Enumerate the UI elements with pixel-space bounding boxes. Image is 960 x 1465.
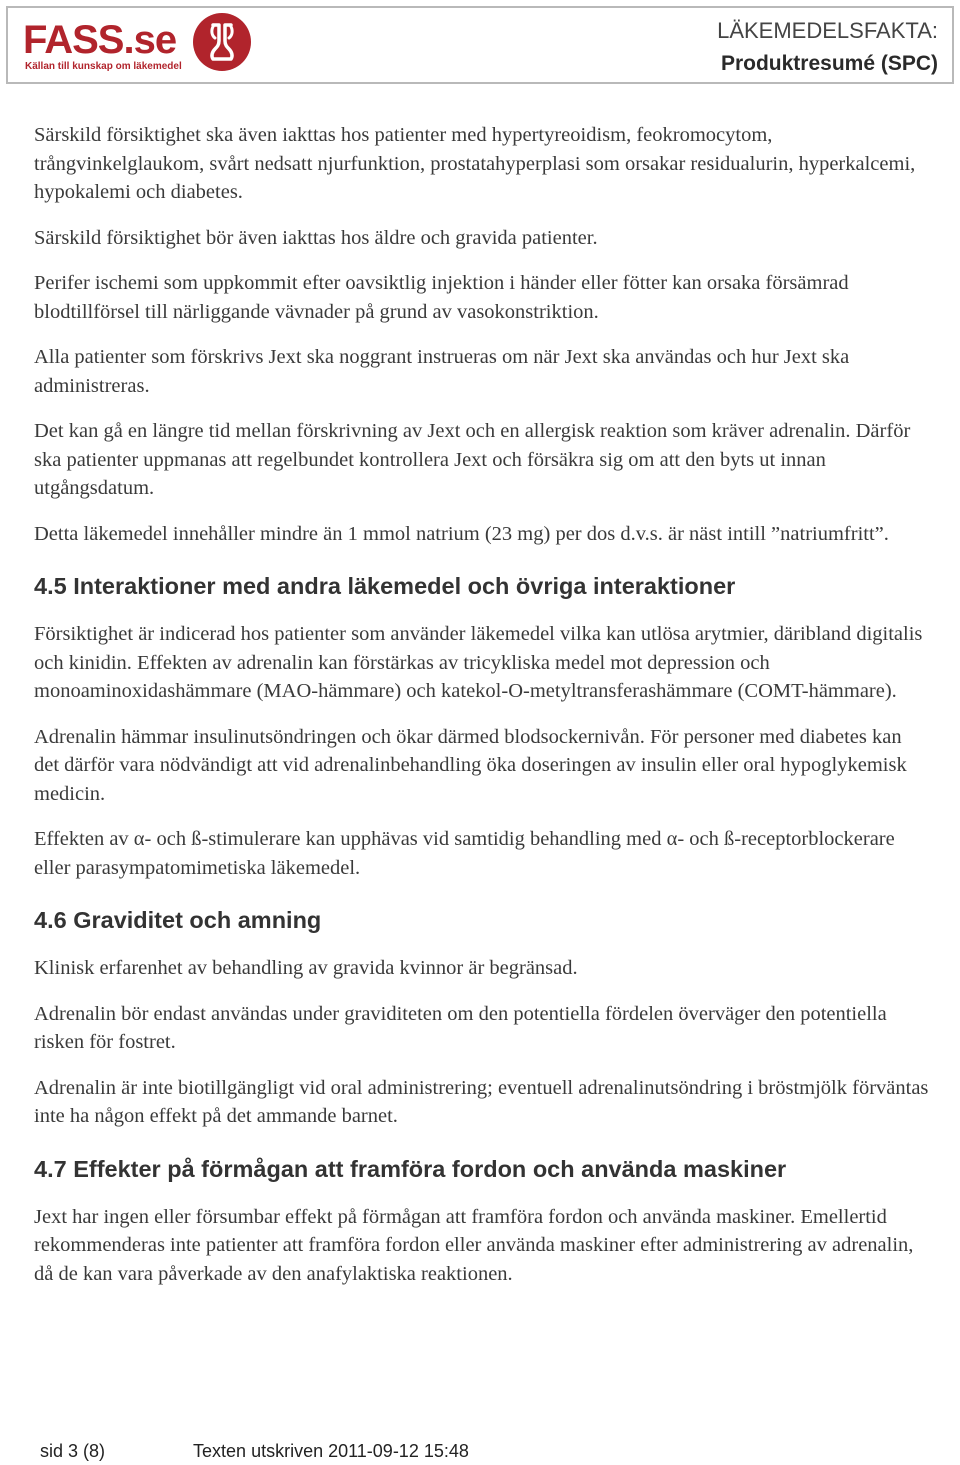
paragraph: Detta läkemedel innehåller mindre än 1 mmol natrium (23 mg) per dos d.v.s. är näst intill ”natriumfritt”.	[34, 522, 889, 545]
fass-logo-text: FASS.se	[23, 18, 177, 62]
fass-emblem-icon	[191, 11, 253, 73]
paragraph: Adrenalin är inte biotillgängligt vid oral administrering; eventuell adrenalinutsöndring i bröstmjölk förväntas inte ha någon effekt på det ammande barnet.	[34, 1076, 929, 1127]
paragraph: Jext har ingen eller försumbar effekt på förmågan att framföra fordon och använda maskiner. Emellertid rekommenderas inte patienter att framföra fordon eller använda maskiner efter administrering av adrenalin, då de kan vara påverkade av den anafylaktiska reaktionen.	[34, 1205, 914, 1285]
page-header	[6, 6, 954, 84]
paragraph: Försiktighet är indicerad hos patienter som använder läkemedel vilka kan utlösa arytmier, däribland digitalis och kinidin. Effekten av adrenalin kan förstärkas av tricykliska medel mot depression och monoaminoxidashämmare (MAO-hämmare) och katekol-O-metyltransferashämmare (COMT-hämmare).	[34, 623, 923, 702]
document-subtitle: Produktresumé (SPC)	[720, 52, 938, 75]
section-heading-4-6: 4.6 Graviditet och amning	[34, 907, 322, 933]
fass-logo-tagline: Källan till kunskap om läkemedel	[25, 61, 182, 72]
paragraph: Adrenalin bör endast användas under graviditeten om den potentiella fördelen överväger den potentiella risken för fostret.	[34, 1002, 887, 1053]
paragraph: Effekten av α- och ß-stimulerare kan upphävas vid samtidig behandling med α- och ß-receptorblockerare eller parasympatomimetiska läkemedel.	[34, 828, 895, 879]
paragraph: Det kan gå en längre tid mellan förskrivning av Jext och en allergisk reaktion som kräver adrenalin. Därför ska patienter uppmanas att regelbundet kontrollera Jext och försäkra sig om att den byts ut innan utgångsdatum.	[34, 420, 911, 499]
document-type-title: LÄKEMEDELSFAKTA:	[717, 18, 938, 43]
print-timestamp: Texten utskriven 2011-09-12 15:48	[193, 1441, 469, 1461]
paragraph: Perifer ischemi som uppkommit efter oavsiktlig injektion i händer eller fötter kan orsaka försämrad blodtillförsel till närliggande vävnader på grund av vasokonstriktion.	[34, 272, 849, 323]
page-footer	[40, 1441, 469, 1462]
section-heading-4-7: 4.7 Effekter på förmågan att framföra fordon och använda maskiner	[34, 1155, 787, 1182]
paragraph: Särskild försiktighet ska även iakttas hos patienter med hypertyreoidism, feokromocytom, trångvinkelglaukom, svårt nedsatt njurfunktion, prostatahyperplasi som orsakar residualurin, hyperkalcemi, hypokalemi och diabetes.	[34, 124, 916, 203]
paragraph: Särskild försiktighet bör även iakttas hos äldre och gravida patienter.	[34, 226, 598, 249]
document-body	[34, 121, 929, 1305]
section-heading-4-5: 4.5 Interaktioner med andra läkemedel och övriga interaktioner	[34, 573, 736, 599]
paragraph: Adrenalin hämmar insulinutsöndringen och ökar därmed blodsockernivån. För personer med diabetes kan det därför vara nödvändigt att vid adrenalinbehandling öka doseringen av insulin eller oral hypoglykemisk medicin.	[34, 725, 907, 805]
page-number: sid 3 (8)	[40, 1441, 106, 1461]
paragraph: Alla patienter som förskrivs Jext ska noggrant instrueras om när Jext ska användas och hur Jext ska administreras.	[34, 346, 850, 397]
paragraph: Klinisk erfarenhet av behandling av gravida kvinnor är begränsad.	[34, 957, 578, 979]
